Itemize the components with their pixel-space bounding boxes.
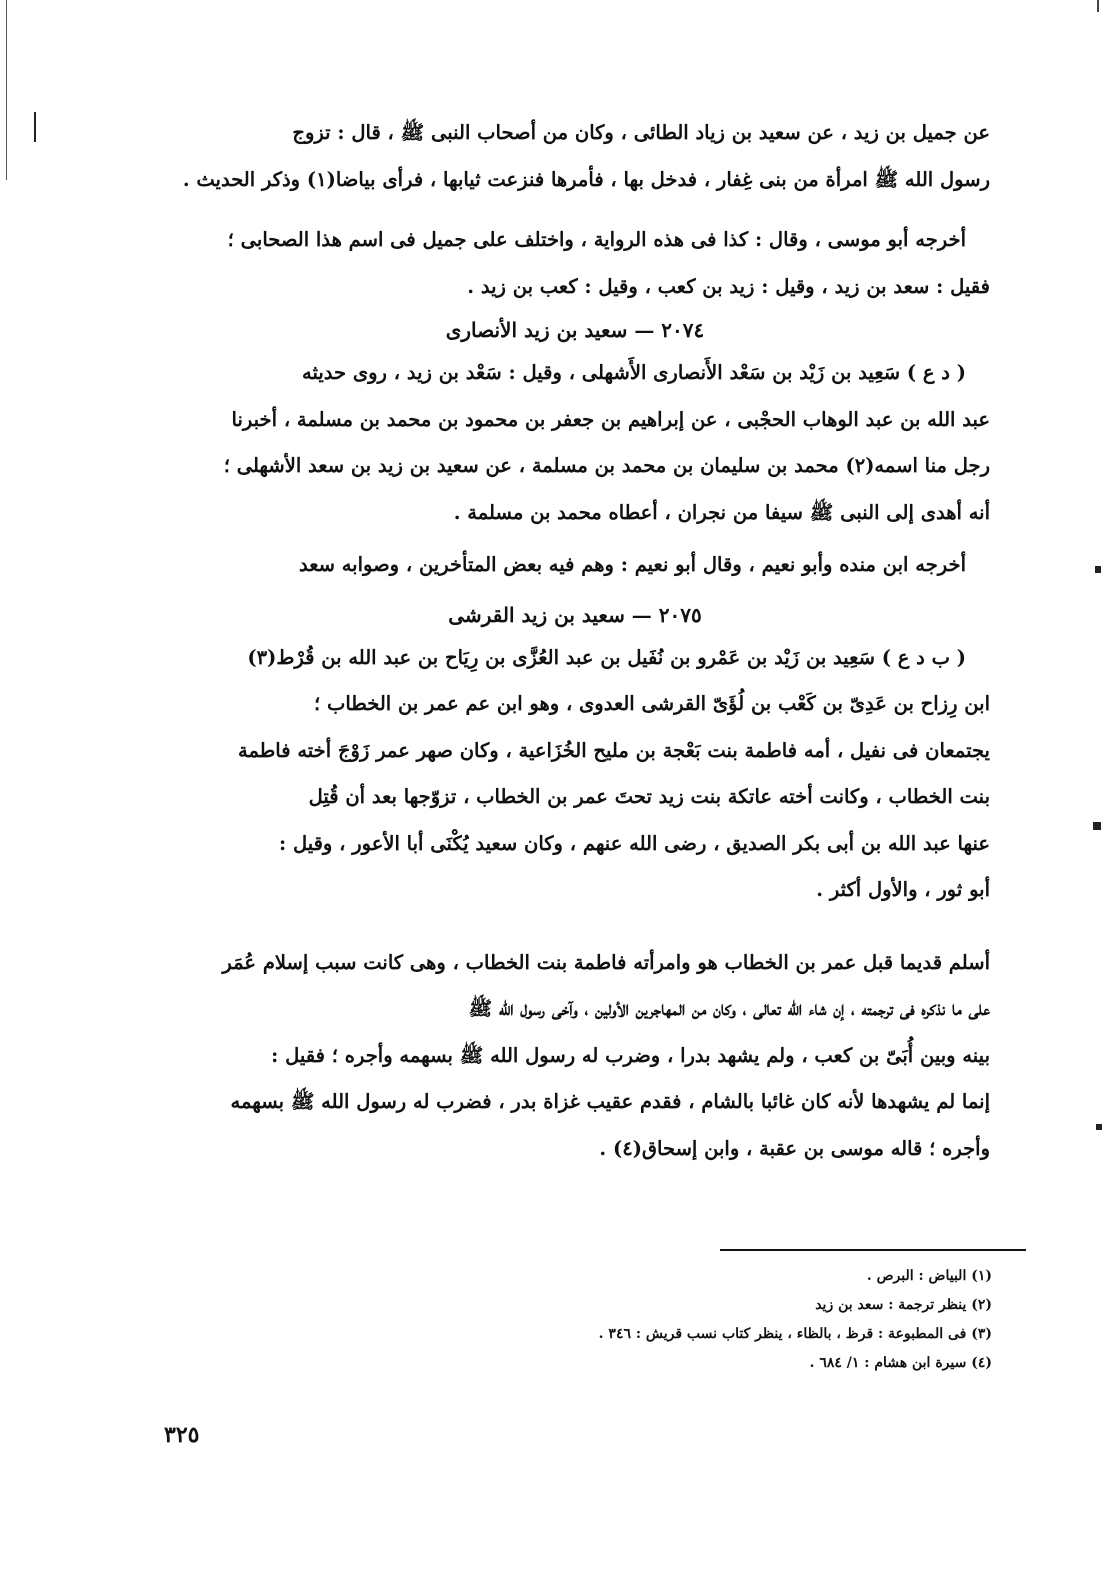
text-line: أبو ثور ، والأول أكثر . [816, 878, 990, 901]
text-line: يجتمعان فى نفيل ، أمه فاطمة بنت بَعْجة بن مليح الخُزَاعية ، وكان صهر عمر زَوْجَ أخته فاطمة [238, 738, 990, 762]
text-line: ( ب د ع ) سَعِيد بن زَيْد بن عَمْرو بن نُفَيل بن عبد العُزَّى بن رِيَاح بن عبد الله بن قُرْط(٣) [247, 645, 966, 669]
page-number: ٣٢٥ [164, 1422, 200, 1448]
text-line: على ما نذكره فى ترجمته ، إن شاء الله تعالى ، وكان من المهاجرين الأولين ، وآخى رسول الله ﷺ [468, 997, 990, 1020]
margin-bar [34, 112, 36, 142]
text-line: عنها عبد الله بن أبى بكر الصديق ، رضى الله عنهم ، وكان سعيد يُكْنَى أبا الأعور ، وقيل : [278, 831, 990, 855]
paragraph-islam [160, 940, 990, 1173]
text-line: عن جميل بن زيد ، عن سعيد بن زياد الطائى ، وكان من أصحاب النبى ﷺ ، قال : تزوج [292, 121, 990, 144]
scan-edge-line [6, 0, 7, 180]
text-line: ابن رِزاح بن عَدِىّ بن كَعْب بن لُؤَىّ القرشى العدوى ، وهو ابن عم عمر بن الخطاب ؛ [313, 692, 990, 715]
text-line: أسلم قديما قبل عمر بن الخطاب هو وامرأته فاطمة بنت الخطاب ، وهى كانت سبب إسلام عُمَر [222, 950, 990, 974]
scan-edge-mark [1097, 0, 1099, 12]
margin-tick [1095, 566, 1101, 573]
paragraph-akhrajahu-abu-musa [160, 217, 990, 310]
text-line: وأجره ؛ قاله موسى بن عقبة ، وابن إسحاق(٤) . [599, 1136, 990, 1160]
footnotes [520, 1262, 992, 1378]
text-line: فقيل : سعد بن زيد ، وقيل : زيد بن كعب ، وقيل : كعب بن زيد . [467, 274, 990, 298]
paragraph-jamil [160, 110, 990, 203]
footnote-4: (٤) سيرة ابن هشام : ١/ ٦٨٤ . [809, 1355, 992, 1371]
paragraph-ibn-mandah [160, 542, 990, 589]
text-line: بينه وبين أُبَىّ بن كعب ، ولم يشهد بدرا ، وضرب له رسول الله ﷺ بسهمه وأجره ؛ فقيل : [271, 1043, 990, 1067]
footnote-divider [720, 1249, 1026, 1251]
margin-tick [1096, 1124, 1102, 1130]
text-line: رسول الله ﷺ امرأة من بنى غِفار ، فدخل بها ، فأمرها فنزعت ثيابها ، فرأى بياضا(١) وذكر الحديث . [182, 167, 990, 191]
footnote-1: (١) البياض : البرص . [866, 1268, 992, 1284]
footnote-2: (٢) ينظر ترجمة : سعد بن زيد [815, 1297, 992, 1313]
text-line: عبد الله بن عبد الوهاب الحجْبى ، عن إبراهيم بن جعفر بن محمود بن محمد بن مسلمة ، أخبرنا [231, 407, 990, 431]
footnote-3: (٣) فى المطبوعة : قرظ ، بالظاء ، ينظر كتاب نسب قريش : ٣٤٦ . [598, 1326, 992, 1342]
page-body [160, 110, 990, 1194]
text-line: أخرجه أبو موسى ، وقال : كذا فى هذه الرواية ، واختلف على جميل فى اسم هذا الصحابى ؛ [227, 228, 966, 251]
text-line: بنت الخطاب ، وكانت أخته عاتكة بنت زيد تحتَ عمر بن الخطاب ، تزوّجها بعد أن قُتِل [308, 785, 990, 808]
text-line: إنما لم يشهدها لأنه كان غائبا بالشام ، فقدم عقيب غزاة بدر ، فضرب له رسول الله ﷺ بسهمه [230, 1090, 990, 1113]
paragraph-said-qurashi [160, 635, 990, 914]
margin-tick [1093, 822, 1101, 830]
text-line: ( د ع ) سَعِيد بن زَيْد بن سَعْد الأَنصارى الأَشهلى ، وقيل : سَعْد بن زيد ، روى حديثه [302, 361, 966, 384]
paragraph-said-ansari [160, 350, 990, 536]
text-line: أنه أهدى إلى النبى ﷺ سيفا من نجران ، أعطاه محمد بن مسلمة . [453, 500, 990, 524]
entry-heading-2075: ٢٠٧٥ — سعيد بن زيد القرشى [448, 602, 702, 627]
text-line: رجل منا اسمه(٢) محمد بن سليمان بن محمد بن مسلمة ، عن سعيد بن زيد بن سعد الأشهلى ؛ [223, 454, 990, 477]
entry-heading-2074: ٢٠٧٤ — سعيد بن زيد الأنصارى [445, 318, 705, 342]
text-line: أخرجه ابن منده وأبو نعيم ، وقال أبو نعيم : وهم فيه بعض المتأخرين ، وصوابه سعد [298, 553, 966, 576]
